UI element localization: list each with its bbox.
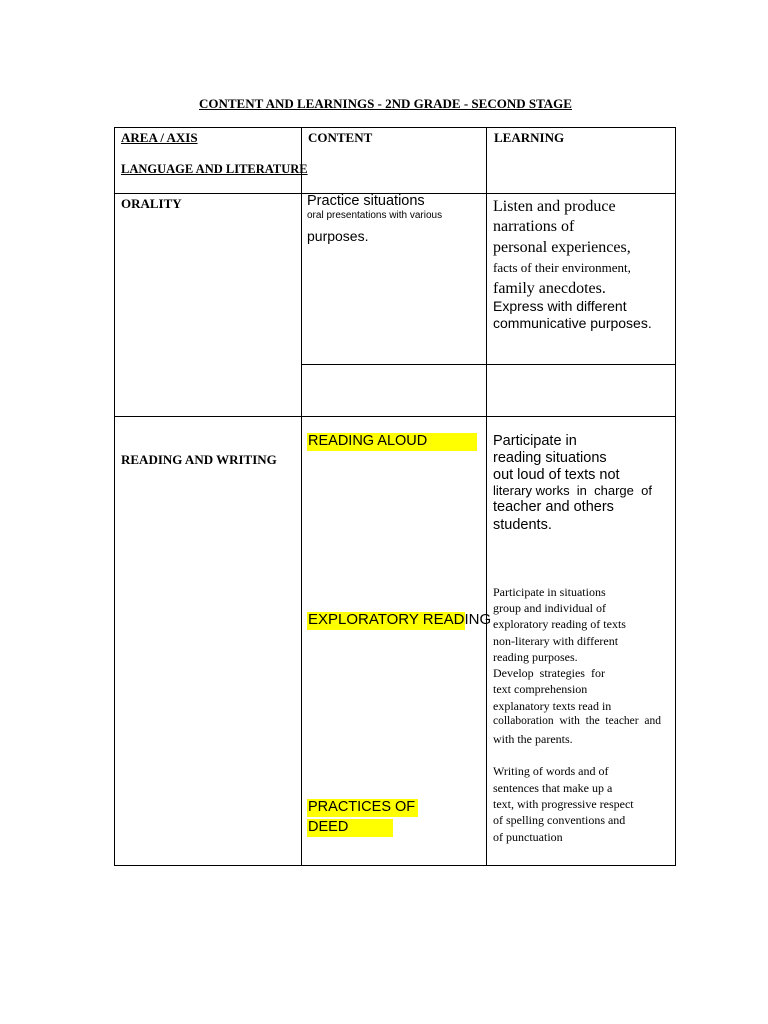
- table-divider-row2: [114, 416, 676, 417]
- learning-block2-line: Participate in situations: [493, 585, 606, 599]
- learning-block1-line: literary works in charge of: [493, 483, 652, 498]
- learning-block2-line: with the parents.: [493, 732, 573, 746]
- table-border-top: [114, 127, 676, 128]
- learning-block3-line: text, with progressive respect: [493, 797, 634, 811]
- table-column-divider-1: [301, 127, 302, 866]
- practices-label: PRACTICES OF: [308, 799, 416, 815]
- learning-block1-line: out loud of texts not: [493, 467, 620, 483]
- learning-block1-line: Participate in: [493, 433, 577, 449]
- learning-block3-line: of punctuation: [493, 830, 563, 844]
- table-border-right: [675, 127, 676, 866]
- learning-block3-line: Writing of words and of: [493, 764, 609, 778]
- learning-block2-line: non-literary with different: [493, 634, 619, 648]
- learning-block2-line: group and individual of: [493, 601, 606, 615]
- orality-content-line: Practice situations: [307, 193, 425, 209]
- learning-block2-line: explanatory texts read in: [493, 699, 612, 713]
- orality-learning-line: family anecdotes.: [493, 280, 606, 297]
- learning-block3-line: sentences that make up a: [493, 781, 613, 795]
- learning-block1-line: reading situations: [493, 450, 607, 466]
- area-orality: ORALITY: [121, 196, 182, 211]
- learning-block2-line: Develop strategies for: [493, 666, 605, 680]
- orality-learning-line: narrations of: [493, 218, 575, 235]
- header-content: CONTENT: [308, 130, 373, 145]
- table-column-divider-2: [486, 127, 487, 866]
- learning-block1-line: teacher and others: [493, 499, 614, 515]
- learning-block2-line: collaboration with the teacher and: [493, 715, 661, 727]
- orality-content-line: oral presentations with various: [307, 210, 443, 221]
- orality-learning-line: personal experiences,: [493, 239, 631, 256]
- learning-block2-line: exploratory reading of texts: [493, 617, 626, 631]
- header-area-subject: LANGUAGE AND LITERATURE: [121, 162, 308, 176]
- orality-content-line: purposes.: [307, 228, 369, 244]
- table-border-left: [114, 127, 115, 866]
- area-reading-writing: READING AND WRITING: [121, 452, 277, 467]
- table-border-bottom: [114, 865, 676, 866]
- orality-learning-line: communicative purposes.: [493, 315, 652, 331]
- header-learning: LEARNING: [494, 130, 565, 145]
- deed-label: DEED: [308, 819, 349, 835]
- orality-learning-line: Express with different: [493, 298, 627, 314]
- orality-learning-line: Listen and produce: [493, 198, 616, 215]
- table-divider-orality-inner: [301, 364, 676, 365]
- learning-block1-line: students.: [493, 517, 552, 533]
- header-area-axis: AREA / AXIS: [121, 130, 198, 145]
- orality-learning-line: facts of their environment,: [493, 260, 631, 275]
- exploratory-reading-label: EXPLORATORY READING: [308, 611, 492, 628]
- learning-block2-line: reading purposes.: [493, 650, 578, 664]
- learning-block2-line: text comprehension: [493, 682, 588, 696]
- page-title: CONTENT AND LEARNINGS - 2ND GRADE - SECOND STAGE: [199, 96, 572, 111]
- learning-block3-line: of spelling conventions and: [493, 813, 626, 827]
- reading-aloud-label: READING ALOUD: [308, 433, 428, 449]
